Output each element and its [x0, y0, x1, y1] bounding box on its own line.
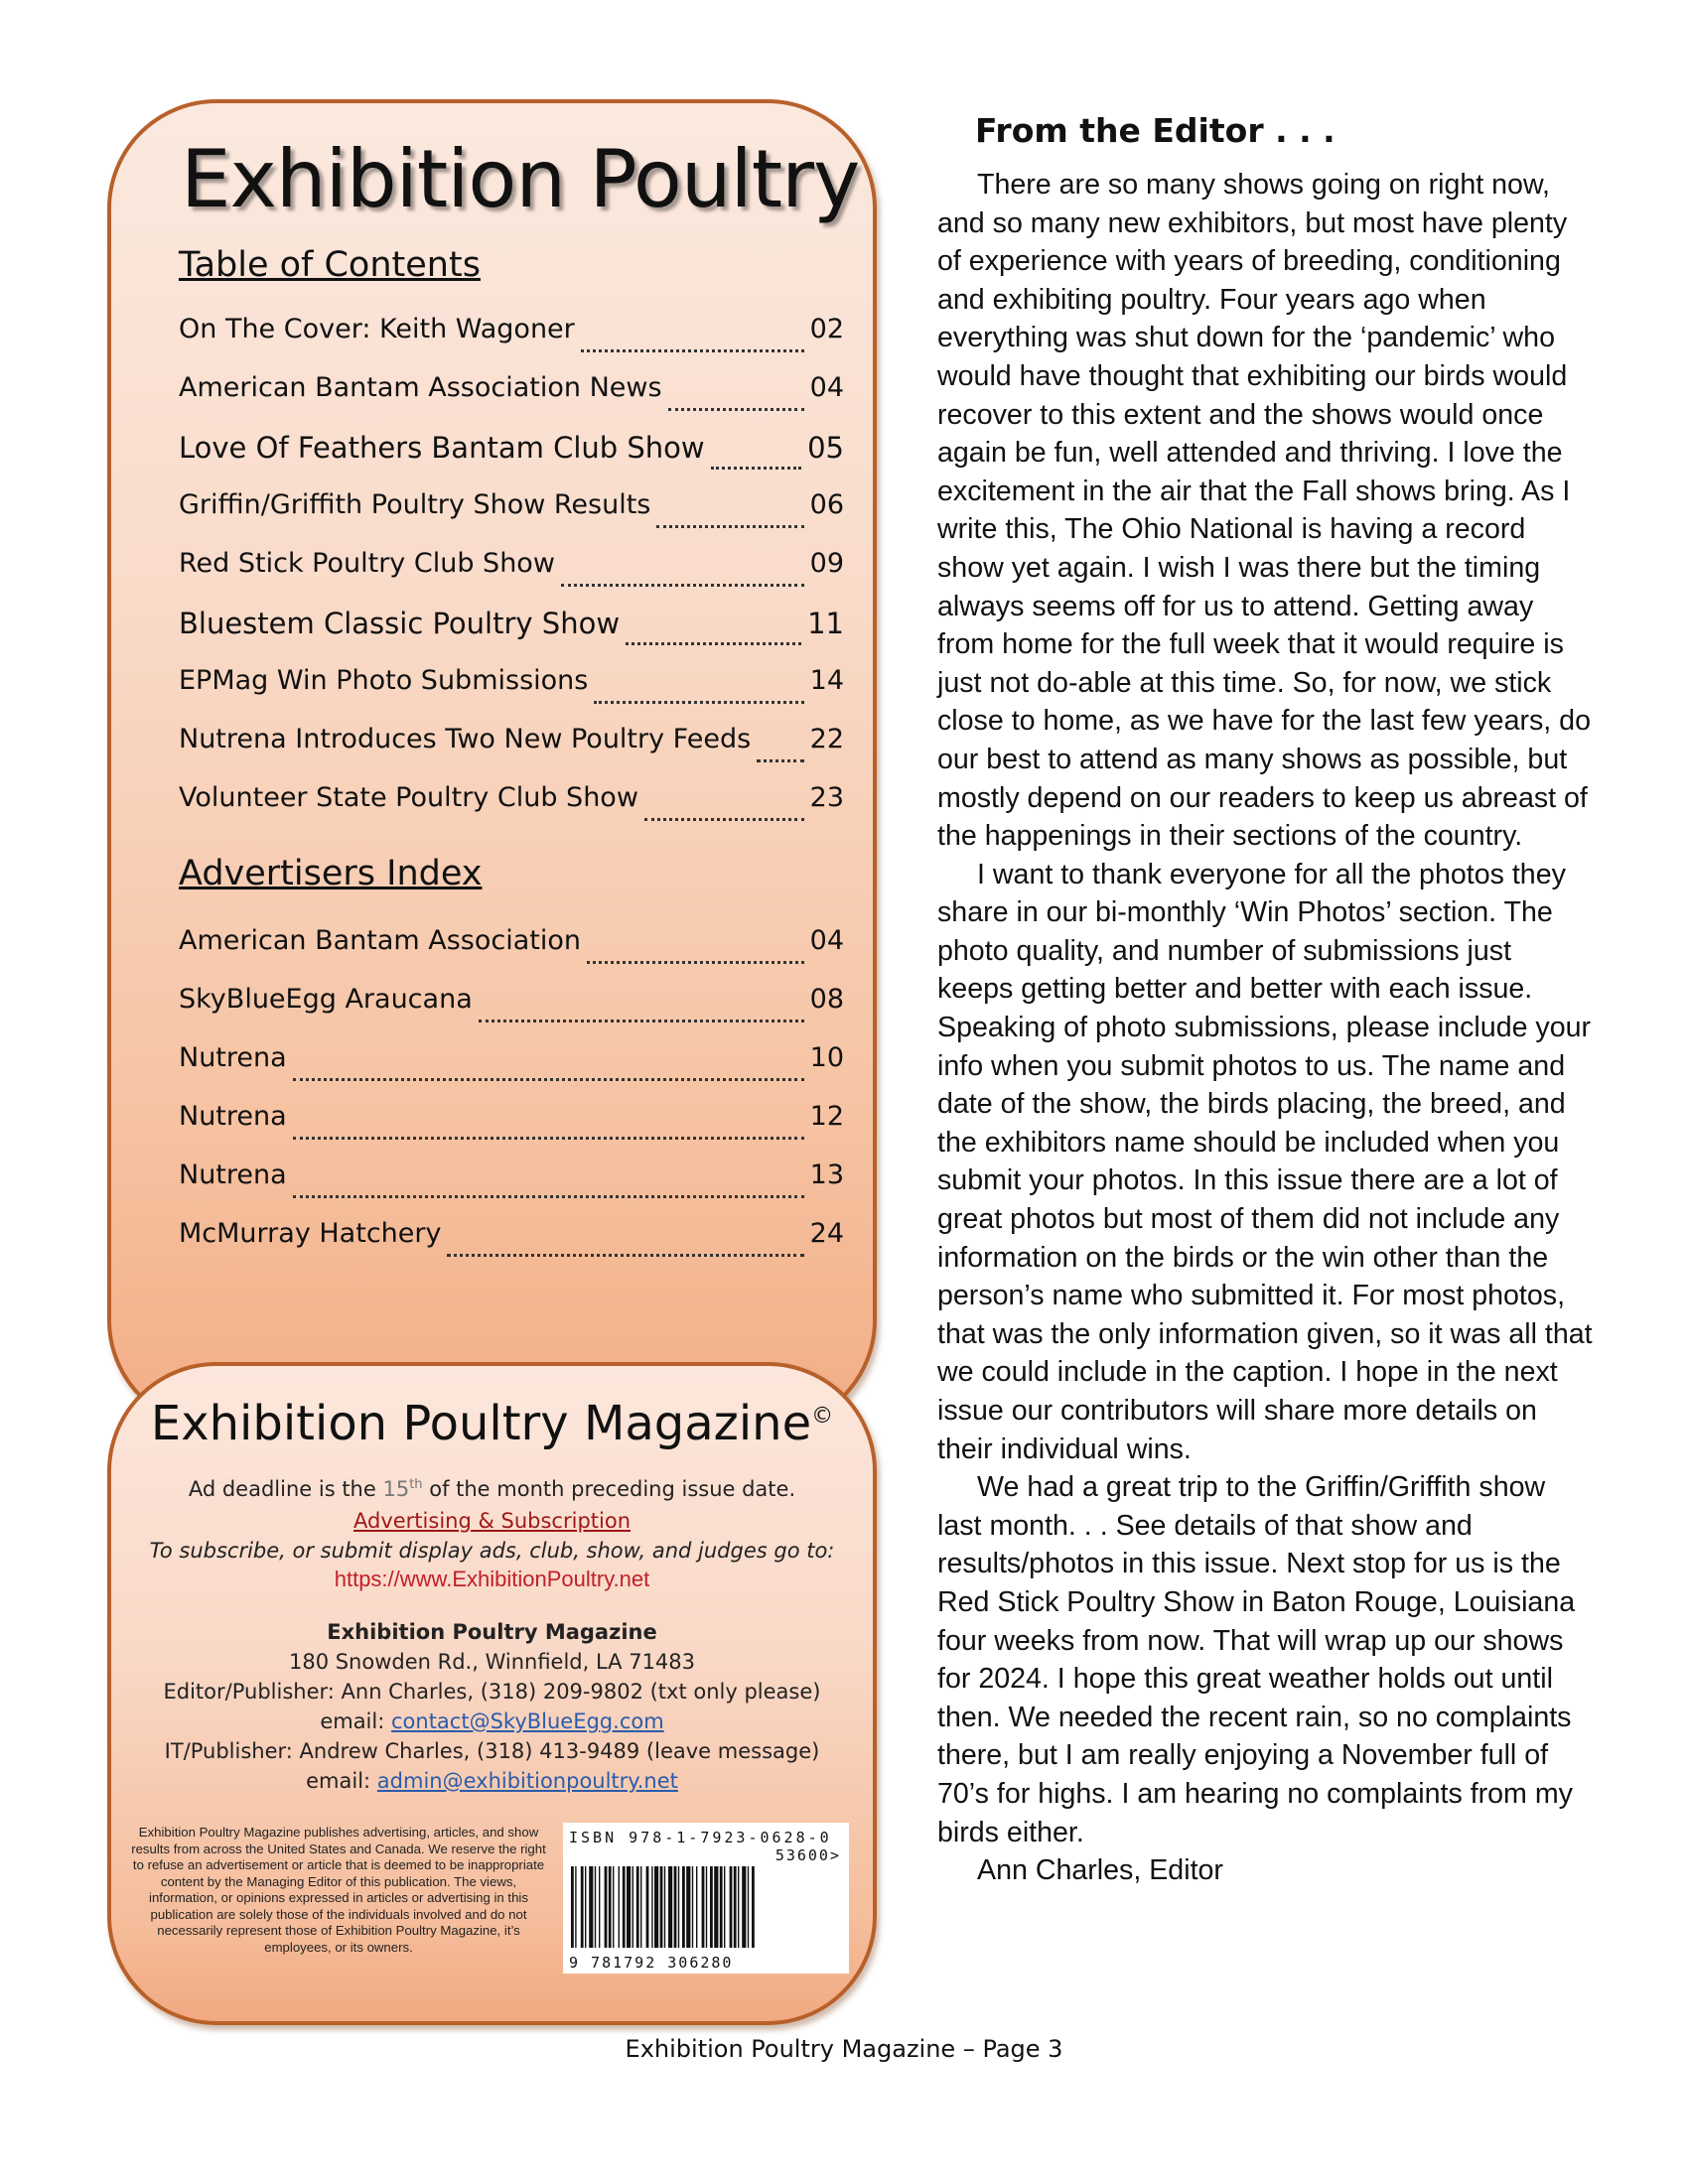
editor-paragraph: There are so many shows going on right now, and so many new exhibitors, but most have plenty of experience with years of breeding, conditioning and exhibiting poultry. Four years ago when everything was shut down for the ‘pandemic’ who would have thought that exhibiting our birds would recover to this extent and the shows would once again be fun, well attended and thriving. I love the excitement in the air that the Fall shows bring. As I write this, The Ohio National is having a record show yet again. I wish I was there but the timing always seems off for us to attend. Getting away from home for the full week that it would require is just not do-able at this time. So, for now, we stick close to home, as we have for the last few years, do our best to attend as many shows as possible, but mostly depend on our readers to keep us abreast of the happenings in their sections of the country. [937, 169, 1591, 853]
dot-leader [711, 462, 801, 470]
copyright-mark: © [811, 1404, 834, 1429]
dot-leader [561, 579, 804, 587]
toc-entry-page: 13 [809, 1160, 844, 1190]
toc-panel [107, 99, 877, 1430]
toc-entry[interactable] [179, 489, 844, 548]
toc-entry-title: Nutrena Introduces Two New Poultry Feeds [179, 724, 752, 754]
magazine-title: Exhibition Poultry [181, 133, 860, 225]
toc-entry-page: 05 [807, 431, 844, 465]
advertising-link-line [111, 1509, 873, 1533]
toc-entry[interactable] [179, 372, 844, 431]
dot-leader [581, 344, 804, 352]
editor-heading: From the Editor . . . [975, 111, 1336, 150]
toc-entry[interactable] [179, 665, 844, 724]
toc-entry[interactable] [179, 607, 844, 665]
toc-entry[interactable] [179, 1218, 844, 1277]
toc-entry-page: 23 [809, 782, 844, 813]
advertisers-heading: Advertisers Index [179, 854, 483, 893]
magazine-name [111, 1396, 873, 1451]
toc-entry-title: American Bantam Association [179, 925, 581, 956]
toc-entry[interactable] [179, 1042, 844, 1101]
dot-leader [594, 696, 803, 704]
toc-entry-title: McMurray Hatchery [179, 1218, 442, 1249]
toc-entry[interactable] [179, 724, 844, 782]
editor-email-link[interactable]: contact@SkyBlueEgg.com [390, 1709, 664, 1733]
editor-signoff: Ann Charles, Editor [977, 1854, 1223, 1887]
subscribe-text: To subscribe, or submit display ads, club, show, and judges go to: [149, 1539, 835, 1563]
toc-entry-page: 09 [809, 548, 844, 579]
email-label: email: [320, 1709, 391, 1733]
toc-entry-page: 12 [809, 1101, 844, 1132]
dot-leader [479, 1015, 804, 1023]
magazine-name-text: Exhibition Poultry Magazine [150, 1396, 812, 1451]
toc-entry-page: 14 [809, 665, 844, 696]
toc-entry[interactable] [179, 548, 844, 607]
advertising-subscription-link[interactable]: Advertising & Subscription [353, 1509, 631, 1533]
dot-leader [626, 637, 801, 645]
toc-entry[interactable] [179, 1101, 844, 1160]
toc-entry[interactable] [179, 431, 844, 489]
toc-list [179, 314, 844, 841]
toc-entry-title: Volunteer State Poultry Club Show [179, 782, 638, 813]
toc-entry-page: 10 [809, 1042, 844, 1073]
dot-leader [644, 813, 804, 821]
toc-entry-title: Griffin/Griffith Poultry Show Results [179, 489, 651, 520]
dot-leader [757, 754, 803, 762]
deadline-pre: Ad deadline is the [188, 1477, 383, 1501]
dot-leader [668, 403, 804, 411]
disclaimer-text: Exhibition Poultry Magazine publishes advertising, articles, and show results from across the United States and Canada. We reserve the right to refuse an advertisement or article that is deemed to be inappropriate content by the Managing Editor of this publication. The views, information, or opinions expressed in articles or advertising in this publication are solely those of the individuals involved and do not necessarily represent those of Exhibition Poultry Magazine, it’s employees, or its owners. [131, 1825, 546, 1955]
toc-entry-title: EPMag Win Photo Submissions [179, 665, 589, 696]
toc-entry-page: 22 [809, 724, 844, 754]
publisher-name: Exhibition Poultry Magazine [327, 1620, 657, 1644]
toc-entry-title: Bluestem Classic Poultry Show [179, 607, 621, 640]
toc-entry[interactable] [179, 782, 844, 841]
editor-body [937, 166, 1593, 1851]
toc-entry-title: SkyBlueEgg Araucana [179, 984, 473, 1015]
toc-entry-title: Love Of Feathers Bantam Club Show [179, 431, 705, 465]
price-code: 53600> [774, 1846, 841, 1864]
ad-deadline [111, 1477, 873, 1501]
dot-leader [293, 1132, 804, 1140]
editor-letter [937, 111, 1593, 1890]
barcode-bars [571, 1866, 841, 1948]
toc-heading: Table of Contents [179, 245, 481, 285]
website-link[interactable]: https://www.ExhibitionPoultry.net [334, 1567, 650, 1591]
toc-entry[interactable] [179, 925, 844, 984]
toc-entry-page: 08 [809, 984, 844, 1015]
toc-entry-page: 06 [809, 489, 844, 520]
dot-leader [587, 956, 804, 964]
toc-entry-page: 02 [809, 314, 844, 344]
email-label: email: [306, 1769, 377, 1793]
dot-leader [447, 1249, 803, 1257]
editor-contact: Editor/Publisher: Ann Charles, (318) 209-9802 (txt only please) [163, 1680, 821, 1704]
dot-leader [293, 1073, 804, 1081]
it-email-line [111, 1769, 873, 1793]
advertisers-list [179, 925, 844, 1277]
deadline-sup: th [409, 1477, 423, 1492]
website-line [111, 1567, 873, 1592]
toc-entry[interactable] [179, 984, 844, 1042]
it-contact: IT/Publisher: Andrew Charles, (318) 413-9489 (leave message) [164, 1739, 820, 1763]
magazine-info-panel [107, 1362, 877, 2025]
editor-paragraph: I want to thank everyone for all the photos they share in our bi-monthly ‘Win Photos’ section. The photo quality, and number of submissions just keeps getting better and better with each issue. Speaking of photo submissions, please include your info when you submit photos to us. The name and date of the show, the birds placing, the breed, and the exhibitors name should be included when you submit your photos. In this issue there are a lot of great photos but most of them did not include any information on the birds or the win other than the person’s name who submitted it. For most photos, that was the only information given, so it was all that we could include in the caption. I hope in the next issue our contributors will share more details on their individual wins. [937, 858, 1593, 1465]
editor-email-line [111, 1709, 873, 1733]
dot-leader [293, 1190, 804, 1198]
editor-paragraph: We had a great trip to the Griffin/Griffith show last month. . . See details of that show and results/photos in this issue. Next stop for us is the Red Stick Poultry Show in Baton Rouge, Louisiana four weeks from now. That will wrap up our shows for 2024. I hope this great weather holds out until then. We needed the recent rain, so no complaints there, but I am really enjoying a November full of 70’s for highs. I am hearing no complaints from my birds either. [937, 1471, 1576, 1848]
toc-entry-page: 11 [807, 607, 844, 640]
it-email-link[interactable]: admin@exhibitionpoultry.net [376, 1769, 678, 1793]
deadline-post: of the month preceding issue date. [422, 1477, 796, 1501]
isbn-text: ISBN 978-1-7923-0628-0 [569, 1829, 832, 1846]
toc-entry[interactable] [179, 314, 844, 372]
deadline-num: 15 [382, 1477, 410, 1501]
page-footer: Exhibition Poultry Magazine – Page 3 [625, 2035, 1063, 2063]
dot-leader [656, 520, 803, 528]
toc-entry-title: On The Cover: Keith Wagoner [179, 314, 575, 344]
toc-entry-page: 04 [809, 925, 844, 956]
toc-entry-title: American Bantam Association News [179, 372, 662, 403]
toc-entry-title: Nutrena [179, 1101, 287, 1132]
isbn-barcode [563, 1823, 849, 1974]
toc-entry-title: Nutrena [179, 1042, 287, 1073]
toc-entry-page: 04 [809, 372, 844, 403]
toc-entry-title: Red Stick Poultry Club Show [179, 548, 555, 579]
toc-entry-title: Nutrena [179, 1160, 287, 1190]
toc-entry-page: 24 [809, 1218, 844, 1249]
publisher-address: 180 Snowden Rd., Winnfield, LA 71483 [288, 1650, 696, 1674]
toc-entry[interactable] [179, 1160, 844, 1218]
barcode-number: 9 781792 306280 [569, 1954, 734, 1972]
